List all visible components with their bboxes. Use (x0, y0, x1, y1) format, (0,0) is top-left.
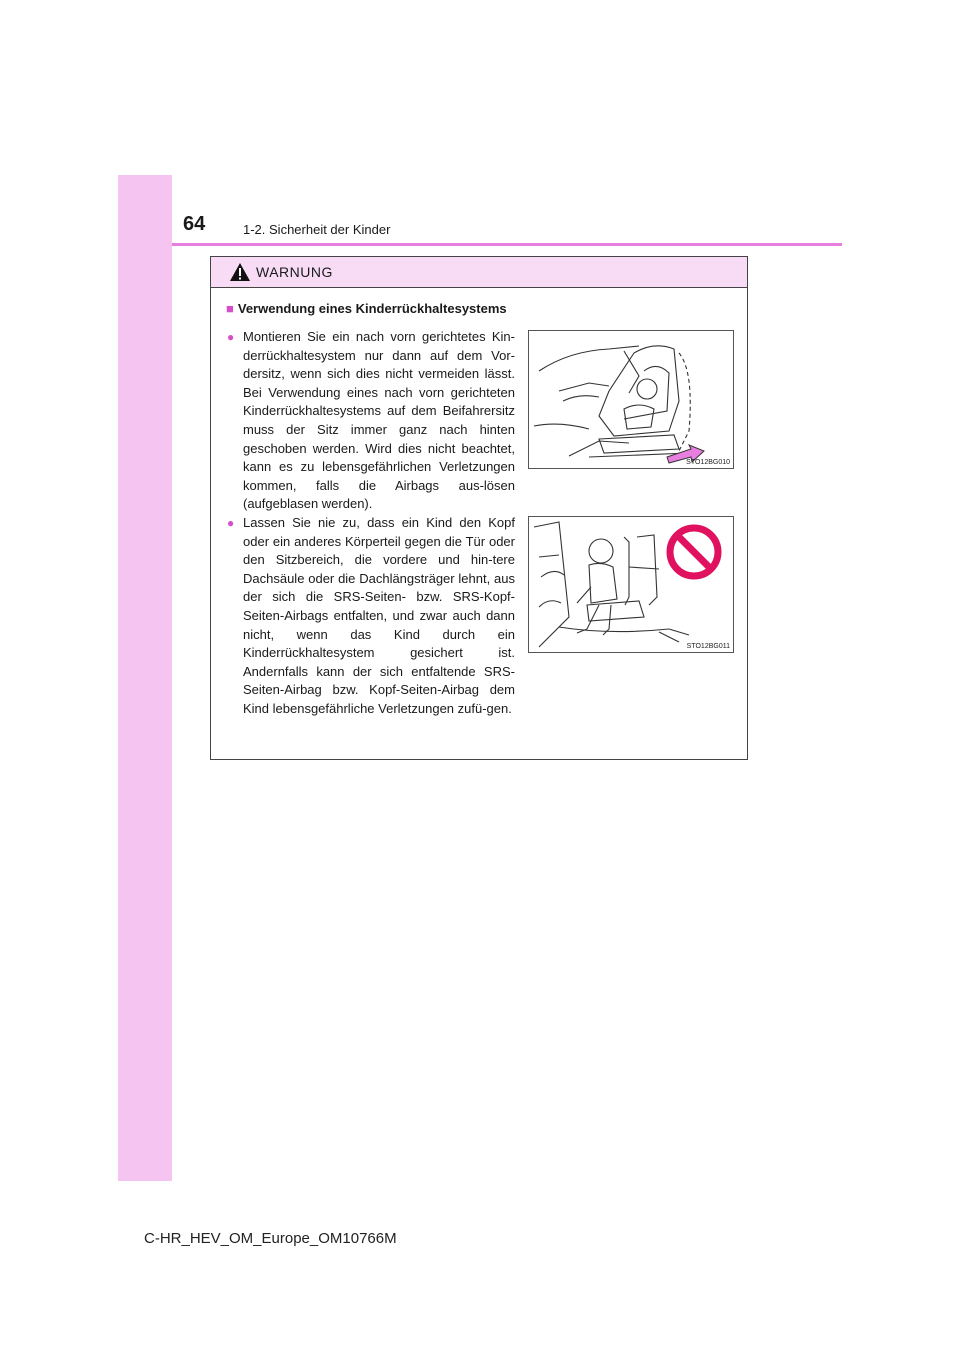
subheading-text: Verwendung eines Kinderrückhaltesystems (237, 301, 507, 316)
prohibition-icon (665, 523, 723, 581)
header-rule (172, 243, 842, 246)
subheading (226, 301, 507, 316)
side-tab-strip (118, 175, 172, 1181)
child-seat-illustration (529, 331, 733, 468)
warning-box (210, 256, 748, 760)
page-number: 64 (183, 213, 206, 235)
figure-child-leaning-door (528, 516, 734, 653)
figure-forward-facing-seat (528, 330, 734, 469)
bullet-icon: ● (227, 330, 235, 344)
square-bullet-icon: ■ (226, 301, 234, 316)
section-title: 1-2. Sicherheit der Kinder (243, 222, 391, 237)
warning-title: WARNUNG (256, 264, 333, 280)
figure-code: STO12BG011 (686, 643, 730, 650)
figure-code: STO12BG010 (686, 459, 730, 466)
warning-item-text: Lassen Sie nie zu, dass ein Kind den Kopf oder ein anderes Körperteil gegen die Tür oder den Sitzbereich, die vordere und hin-tere Dachsäule oder die Dachlängsträger lehnt, aus der sich die SRS-Seiten- bzw. SRS-Kopf-Seiten-Airbags entfalten, und zwar auch dann nicht, wenn das Kind durch ein Kinderrückhaltesystem gesichert ist. Andernfalls kann der sich entfaltende SRS-Seiten-Airbag bzw. Kopf-Seiten-Airbag dem Kind lebensgefährliche Verletzungen zufü-gen. (243, 515, 515, 716)
warning-triangle-icon (229, 262, 251, 282)
footer-doc-id: C-HR_HEV_OM_Europe_OM10766M (144, 1230, 397, 1247)
warning-item-text: Montieren Sie ein nach vorn gerichtetes Kin-derrückhaltesystem nur dann auf dem Vor-dersitz, wenn sich dies nicht vermeiden lässt. Bei Verwendung eines nach vorn gerichteten Kinderrückhaltesystems auf dem Beifahrersitz muss der Sitz immer ganz nach hinten geschoben werden. Wird dies nicht beachtet, kann es zu lebensgefährlichen Verletzungen kommen, falls die Airbags aus-lösen (aufgeblasen werden). (243, 329, 515, 512)
bullet-icon: ● (227, 516, 235, 530)
warning-header (211, 257, 747, 288)
